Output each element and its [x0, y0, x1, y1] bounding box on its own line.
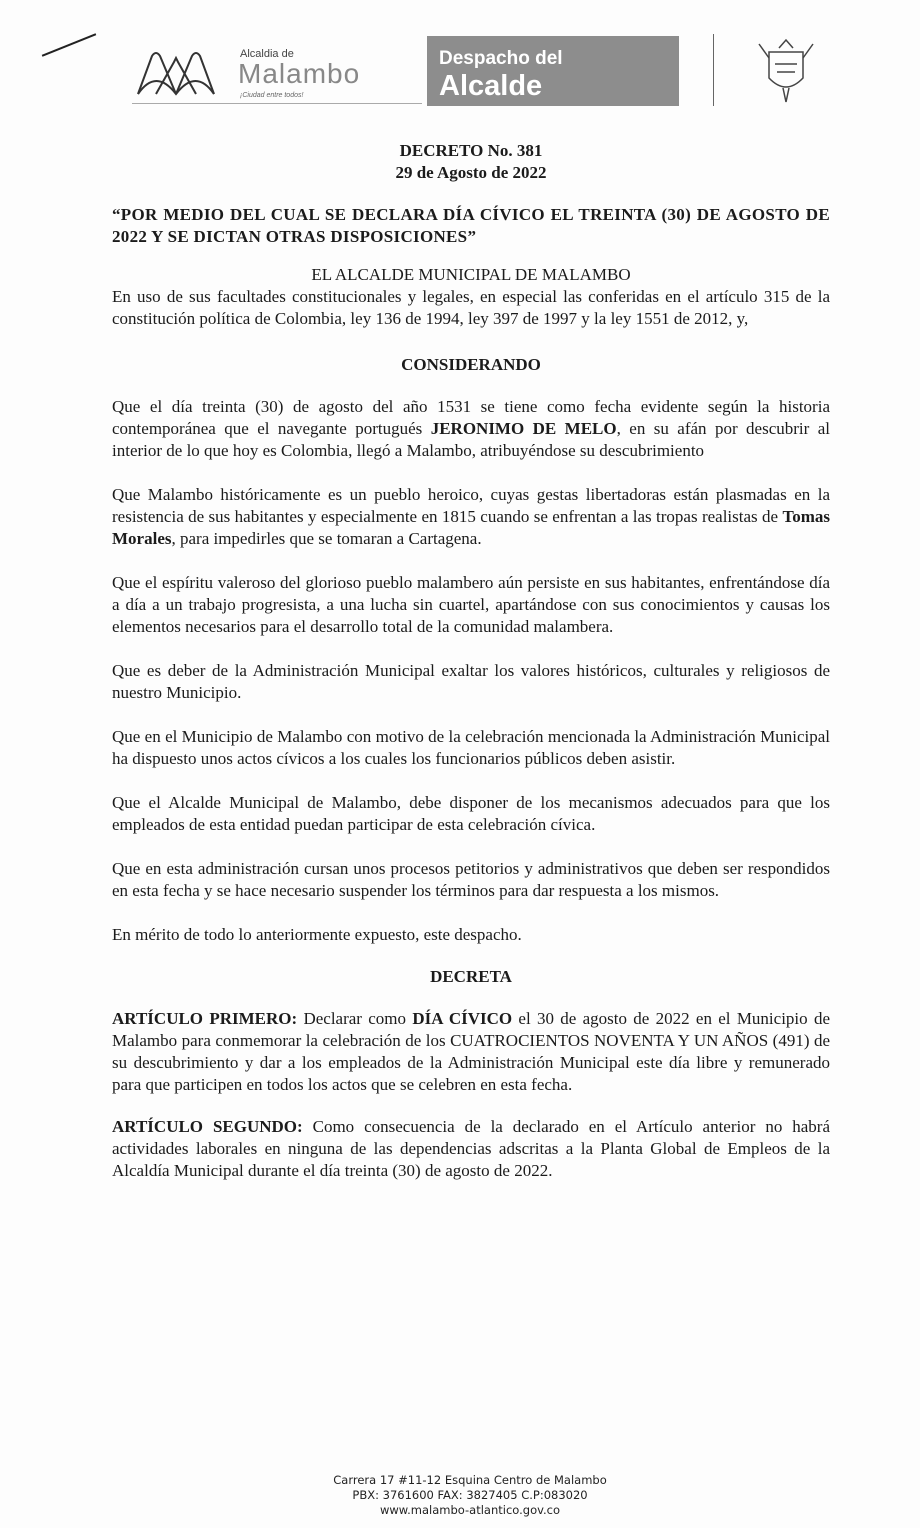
- art1-label: ARTÍCULO PRIMERO:: [112, 1009, 298, 1028]
- logo-malambo: Malambo: [238, 58, 361, 89]
- header-divider: [132, 103, 422, 104]
- art1-text: Declarar como: [297, 1009, 413, 1028]
- considerando-paragraph-5: Que en el Municipio de Malambo con motivo de la celebración mencionada la Administración Municipal ha dispuesto unos actos cívicos a los cuales los funcionarios públicos deben asistir.: [112, 727, 830, 768]
- art1-text-end: el 30 de agosto de 2022 en el Municipio de Malambo para conmemorar la celebración de los CUATROCIENTOS NOVENTA Y UN AÑOS (491) de su descubrimiento y dar a los empleados de la Administración Municipal este día libre y remunerado para que participen en todos los actos que se celebren en esta fecha.: [112, 1009, 830, 1094]
- considerando-paragraph-8: En mérito de todo lo anteriormente expuesto, este despacho.: [112, 925, 522, 944]
- articulo-segundo: [112, 1116, 830, 1182]
- considerando-paragraph-6: Que el Alcalde Municipal de Malambo, debe disponer de los mecanismos adecuados para que los empleados de esta entidad puedan participar de esta celebración cívica.: [112, 793, 830, 834]
- despacho-line2: Alcalde: [439, 70, 543, 102]
- logo-tagline: ¡Ciudad entre todos!: [240, 92, 304, 99]
- footer-website: www.malambo-atlantico.gov.co: [379, 1503, 561, 1517]
- header-vertical-divider: [713, 34, 714, 106]
- decree-title: “POR MEDIO DEL CUAL SE DECLARA DÍA CÍVICO EL TREINTA (30) DE AGOSTO DE 2022 Y SE DICTAN OTRAS DISPOSICIONES”: [112, 205, 830, 246]
- decree-number: DECRETO No. 381: [399, 141, 543, 160]
- coat-of-arms-icon: [755, 38, 817, 104]
- logo-alcaldia-de: Alcaldia de: [240, 48, 294, 60]
- art2-text: Como consecuencia de la declarado en el Artículo anterior no habrá actividades laborales en ninguna de las dependencias adscritas a la Planta Global de Empleos de la Alcaldía Municipal durante el día treinta (30) de agosto de 2022.: [112, 1117, 830, 1180]
- decree-authority: EL ALCALDE MUNICIPAL DE MALAMBO: [311, 265, 631, 284]
- articulo-primero: [112, 1008, 830, 1096]
- pen-mark: [42, 33, 97, 57]
- p1-name: JERONIMO DE MELO: [430, 419, 617, 438]
- malambo-logo-icon: [134, 48, 218, 98]
- considerando-paragraph-1: [112, 396, 830, 462]
- considerando-paragraph-7: Que en esta administración cursan unos procesos petitorios y administrativos que deben ser respondidos en esta fecha y se hace necesario suspender los términos para dar respuesta a los mismos.: [112, 859, 830, 900]
- footer-phone: PBX: 3761600 FAX: 3827405 C.P:083020: [352, 1488, 588, 1502]
- considerando-paragraph-2: [112, 484, 830, 550]
- footer: [300, 1473, 640, 1518]
- decree-body: [112, 140, 830, 1182]
- decreta-heading: DECRETA: [430, 967, 512, 986]
- decree-preamble: En uso de sus facultades constitucionales y legales, en especial las conferidas en el artículo 315 de la constitución política de Colombia, ley 136 de 1994, ley 397 de 1997 y la ley 1551 de 2012, y,: [112, 287, 830, 328]
- despacho-banner: [427, 36, 679, 106]
- despacho-line1: Despacho del: [439, 48, 563, 69]
- art1-emphasis: DÍA CÍVICO: [412, 1009, 513, 1028]
- p1-text: Que el día treinta (30) de agosto del año 1531 se tiene como fecha evidente según la historia contemporánea que el navegante portugués: [112, 397, 830, 438]
- considerando-paragraph-4: Que es deber de la Administración Municipal exaltar los valores históricos, culturales y religiosos de nuestro Municipio.: [112, 661, 830, 702]
- considerando-paragraph-3: Que el espíritu valeroso del glorioso pueblo malambero aún persiste en sus habitantes, enfrentándose día a día a un trabajo progresista, a una lucha sin cuartel, apartándose con sus conocimientos y causas los elementos necesarios para el desarrollo total de la comunidad malambera.: [112, 573, 830, 636]
- footer-address: Carrera 17 #11-12 Esquina Centro de Malambo: [333, 1473, 607, 1487]
- p2-name: Tomas Morales: [112, 507, 830, 548]
- p1-text-end: , en su afán por descubrir al interior de lo que hoy es Colombia, llegó a Malambo, atribuyéndose su descubrimiento: [112, 419, 830, 460]
- decree-date: 29 de Agosto de 2022: [395, 163, 547, 182]
- p2-text-end: , para impedirles que se tomaran a Cartagena.: [171, 529, 482, 548]
- p2-text: Que Malambo históricamente es un pueblo heroico, cuyas gestas libertadoras están plasmadas en la resistencia de sus habitantes y especialmente en 1815 cuando se enfrentan a las tropas realistas de: [112, 485, 830, 526]
- considerando-heading: CONSIDERANDO: [401, 355, 541, 374]
- art2-label: ARTÍCULO SEGUNDO:: [112, 1117, 303, 1136]
